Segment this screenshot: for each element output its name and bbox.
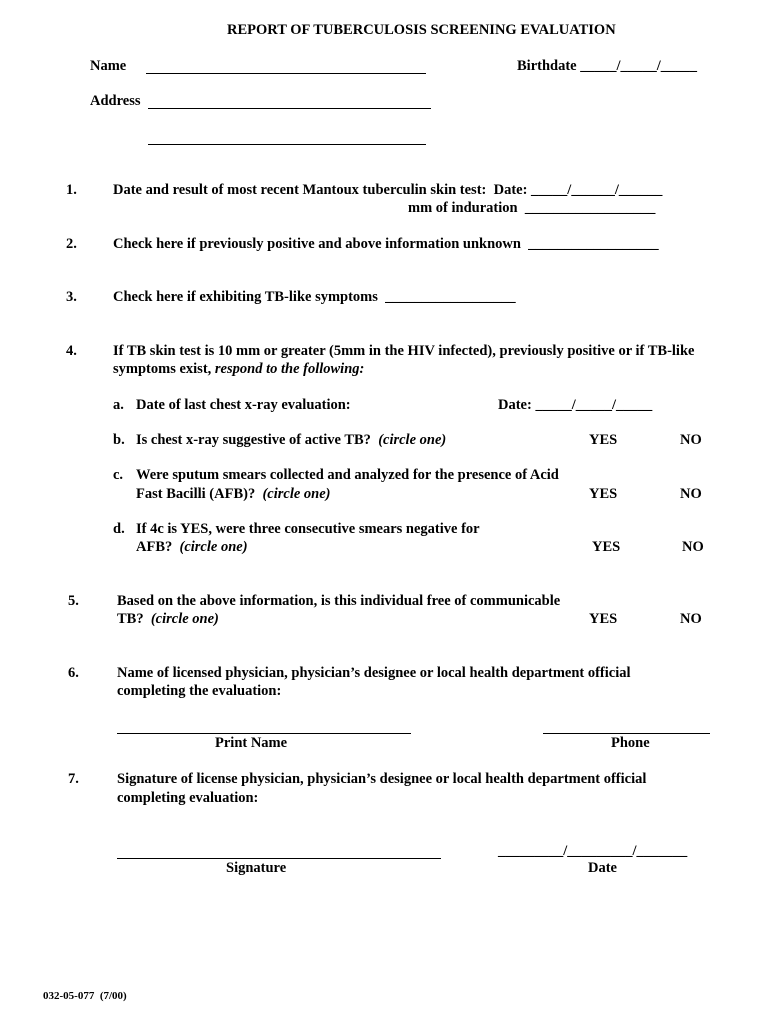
q4d-no-option[interactable]: NO [682, 539, 704, 555]
q6-line2: completing the evaluation: [117, 683, 282, 699]
q4c-line2 [136, 486, 331, 503]
q4d-line1: If 4c is YES, were three consecutive smears negative for [136, 521, 480, 537]
q4-line2-plain: symptoms exist, [113, 361, 215, 377]
q4c-line1: Were sputum smears collected and analyzed for the presence of Acid [136, 467, 559, 483]
signature-date-label: Date [588, 860, 617, 876]
q4a-letter: a. [113, 397, 124, 413]
phone-label: Phone [611, 735, 650, 751]
q3-number: 3. [66, 289, 77, 305]
q4a-text: Date of last chest x-ray evaluation: [136, 397, 351, 413]
q7-line1: Signature of license physician, physician’s designee or local health department official [117, 771, 647, 787]
q5-line1: Based on the above information, is this individual free of communicable [117, 593, 561, 609]
q4b-circle-note: (circle one) [378, 432, 447, 448]
q5-circle-note: (circle one) [150, 611, 219, 627]
birthdate-field[interactable]: Birthdate _____/_____/_____ [517, 58, 698, 74]
q1-induration-field[interactable]: mm of induration __________________ [408, 200, 656, 216]
q2-text[interactable]: Check here if previously positive and above information unknown __________________ [113, 236, 659, 252]
q2-number: 2. [66, 236, 77, 252]
name-label: Name [90, 58, 127, 74]
q4b-letter: b. [113, 432, 125, 448]
q5-yes-option[interactable]: YES [589, 611, 618, 627]
q4d-letter: d. [113, 521, 125, 537]
signature-label: Signature [226, 860, 287, 876]
address-field-line-1[interactable] [148, 108, 431, 109]
q4b-text [136, 432, 446, 449]
q4b-no-option[interactable]: NO [680, 432, 702, 448]
q4d-circle-note: (circle one) [179, 539, 248, 555]
q4a-date-field[interactable]: Date: _____/_____/_____ [498, 397, 653, 413]
q1-text[interactable]: Date and result of most recent Mantoux tuberculin skin test: Date: _____/______/______ [113, 182, 663, 198]
q4c-no-option[interactable]: NO [680, 486, 702, 502]
print-name-label: Print Name [215, 735, 288, 751]
q4-line2 [113, 361, 364, 378]
q4c-yes-option[interactable]: YES [589, 486, 618, 502]
q4c-letter: c. [113, 467, 124, 483]
q4d-yes-option[interactable]: YES [592, 539, 621, 555]
form-title: REPORT OF TUBERCULOSIS SCREENING EVALUATION [227, 22, 616, 38]
q4c-circle-note: (circle one) [262, 486, 331, 502]
q5-question: TB? [117, 611, 151, 627]
q4d-line2 [136, 539, 248, 556]
q7-line2: completing evaluation: [117, 790, 259, 806]
name-field[interactable] [146, 73, 426, 74]
signature-field[interactable] [117, 858, 441, 859]
q5-number: 5. [68, 593, 79, 609]
q4-line2-italic: respond to the following: [214, 361, 365, 377]
q4b-question: Is chest x-ray suggestive of active TB? [136, 432, 379, 448]
phone-field[interactable] [543, 733, 710, 734]
q4c-question: Fast Bacilli (AFB)? [136, 486, 263, 502]
q4b-yes-option[interactable]: YES [589, 432, 618, 448]
q1-number: 1. [66, 182, 77, 198]
q3-text[interactable]: Check here if exhibiting TB-like symptoms __________________ [113, 289, 516, 305]
q6-line1: Name of licensed physician, physician’s designee or local health department official [117, 665, 631, 681]
q4-number: 4. [66, 343, 77, 359]
q4-line1: If TB skin test is 10 mm or greater (5mm in the HIV infected), previously positive or if TB-like [113, 343, 695, 359]
signature-date-field[interactable]: _________/_________/_______ [498, 843, 688, 859]
address-field-line-2[interactable] [148, 144, 426, 145]
address-label: Address [90, 93, 141, 109]
print-name-field[interactable] [117, 733, 411, 734]
q7-number: 7. [68, 771, 79, 787]
q6-number: 6. [68, 665, 79, 681]
q5-line2 [117, 611, 219, 628]
form-number: 032-05-077 (7/00) [43, 990, 127, 1002]
q4d-question: AFB? [136, 539, 180, 555]
q5-no-option[interactable]: NO [680, 611, 702, 627]
